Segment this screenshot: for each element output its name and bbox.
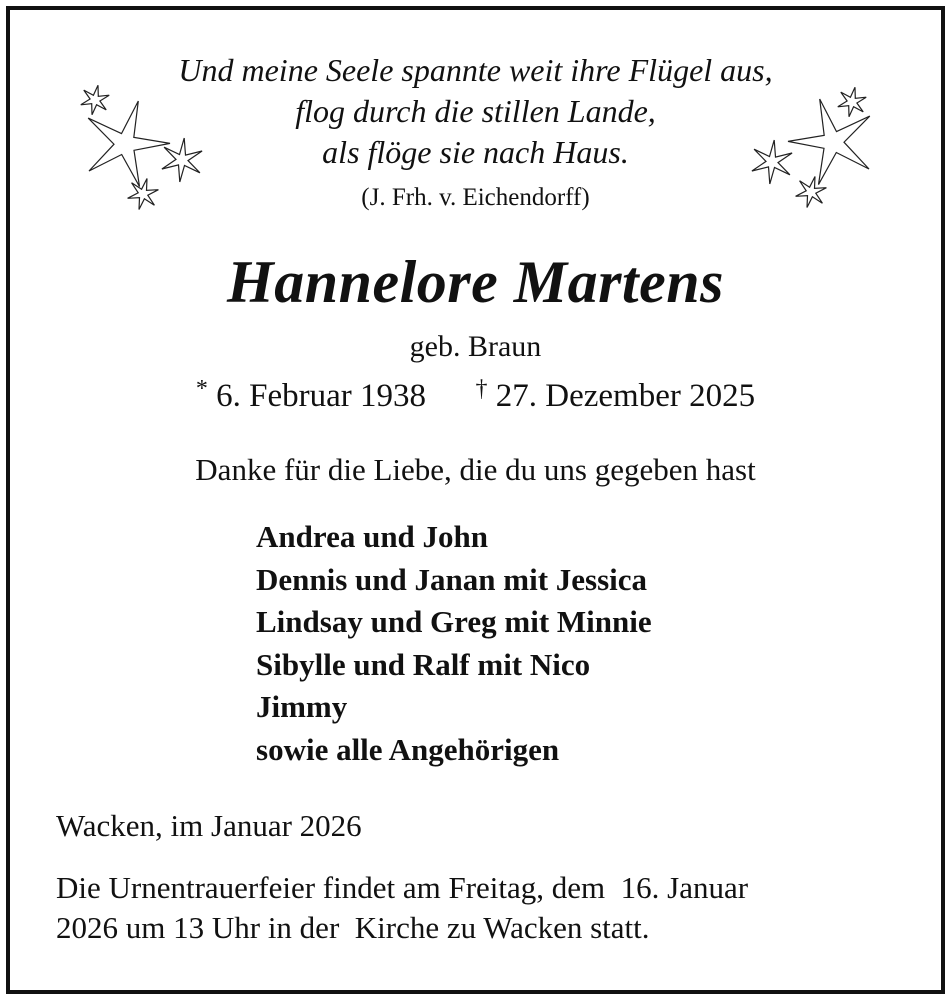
mourners-list xyxy=(256,516,652,771)
place-date: Wacken, im Januar 2026 xyxy=(56,808,362,843)
ceremony-notice xyxy=(56,868,916,948)
poem-citation: (J. Frh. v. Eichendorff) xyxy=(361,184,590,211)
mourner-item: Jimmy xyxy=(256,689,348,724)
mourner-item: Lindsay und Greg mit Minnie xyxy=(256,604,652,639)
poem-line: flog durch die stillen Lande, xyxy=(295,93,656,129)
poem xyxy=(0,50,951,173)
mourner-item: Dennis und Janan mit Jessica xyxy=(256,561,648,597)
birth-symbol: * xyxy=(195,376,208,402)
poem-line: als flöge sie nach Haus. xyxy=(322,134,629,170)
mourner-item: sowie alle Angehörigen xyxy=(256,731,560,767)
notice-line: Die Urnentrauerfeier findet am Freitag, dem 16. Januar xyxy=(56,870,749,905)
mourner-item: Sibylle und Ralf mit Nico xyxy=(256,646,591,682)
deceased-name: Hannelore Martens xyxy=(227,249,724,315)
birth-date: 6. Februar 1938 xyxy=(216,378,427,414)
mourner-item: Andrea und John xyxy=(256,519,489,554)
notice-line: 2026 um 13 Uhr in der Kirche zu Wacken statt. xyxy=(56,910,650,945)
life-dates xyxy=(0,378,951,415)
poem-line: Und meine Seele spannte weit ihre Flügel aus, xyxy=(178,52,773,88)
death-symbol: † xyxy=(475,376,488,402)
death-date: 27. Dezember 2025 xyxy=(495,378,756,414)
thanks-line: Danke für die Liebe, die du uns gegeben hast xyxy=(195,452,756,487)
maiden-name: geb. Braun xyxy=(409,330,542,363)
